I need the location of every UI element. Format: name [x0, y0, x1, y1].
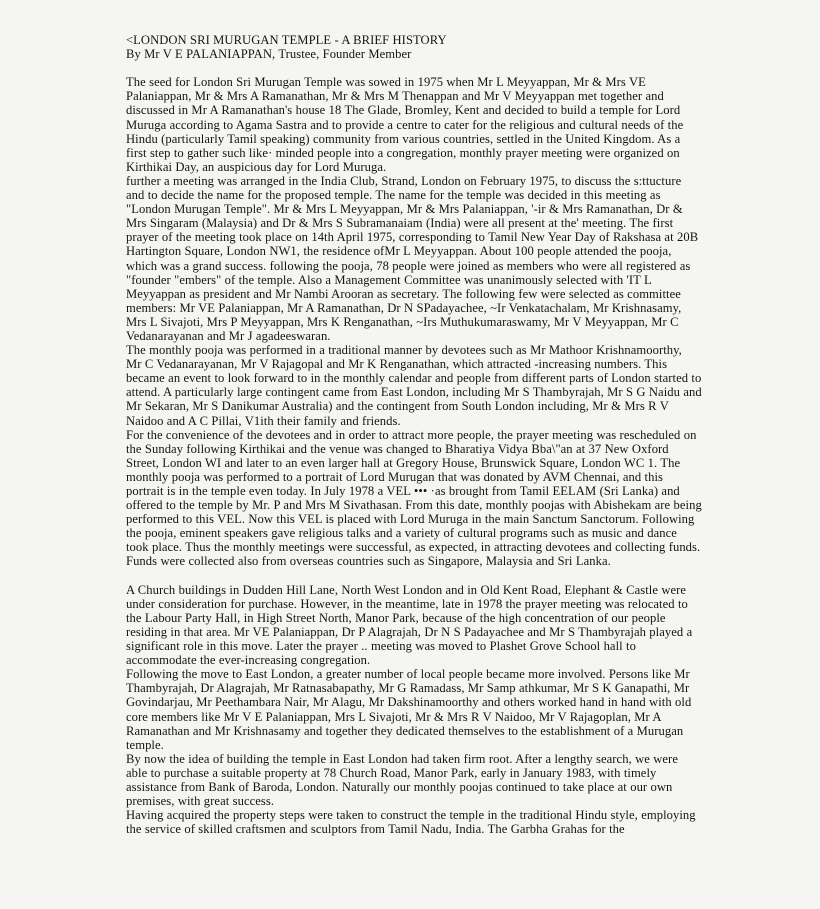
- document-text-column: [126, 33, 702, 836]
- blank-line-before-church-paragraph: [126, 569, 702, 583]
- paragraph-4: Mr C Vedanarayanan, Mr V Rajagopal and Mr K Renganathan, which attracted -increasing numbers. This became an event to look forward to in the monthly calendar and people from different parts of London started to attend. A particularly large contingent came from East London, including Mr S Thambyrajah, Mr S G Naidu and Mr Sekaran, Mr S Danikumar Australia) and the contingent from South London including, Mr & Mrs R V Naidoo and A C Pillai, V1ith their family and friends.: [126, 357, 702, 428]
- document-title-line-1: <LONDON SRI MURUGAN TEMPLE - A BRIEF HISTORY: [126, 33, 447, 47]
- paragraph-7: Following the move to East London, a greater number of local people became more involved. Persons like Mr Thambyrajah, Dr Alagrajah, Mr Ratnasabapathy, Mr G Ramadass, Mr Samp athkumar, Mr S K Ganapathi, Mr Govindarjau, Mr Peethambara Nair, Mr Alagu, Mr Dakshinamoorthy and others worked hand in hand with old core members like Mr V E Palaniappan, Mrs L Sivajoti, Mr & Mrs R V Naidoo, Mr V Rajagoplan, Mr A Ramanathan and Mr Krishnasamy and together they dedicated themselves to the establishment of a Murugan temple.: [126, 667, 692, 752]
- paragraph-2: further a meeting was arranged in the India Club, Strand, London on February 1975, to discuss the s:ttucture and to decide the name for the proposed temple. The name for the temple was decided in this meeting as "London Murugan Temple". Mr & Mrs L Meyyappan, Mr & Mrs Palaniappan, '-ir & Mrs Ramanathan, Dr & Mrs Singaram (Malaysia) and Dr & Mrs S Subramanaiam (India) were all present at the' meeting. The first prayer of the meeting took place on 14th April 1975, corresponding to Tamil New Year Day of Rakshasa at 20B Hartington Square, London NW1, the residence ofMr L Meyyappan. About 100 people attended the pooja, which was a grand success. following the pooja, 78 people were joined as members who were all registered as "founder "embers" of the temple. Also a Management Committee was unanimously selected with 'IT L Meyyappan as president and Mr Nambi Arooran as secretary. The following few were selected as committee members: Mr VE Palaniappan, Mr A Ramanathan, Dr N SPadayachee, ~Ir Venkatachalam, Mr Krishnasamy, Mrs L Sivajoti, Mrs P Meyyappan, Mrs K Renganathan, ~Irs Muthukumaraswamy, Mr V Meyyappan, Mr C Vedanarayanan and Mr J agadeeswaran.: [126, 173, 699, 343]
- paragraph-6: A Church buildings in Dudden Hill Lane, North West London and in Old Kent Road, Elephant & Castle were under consideration for purchase. However, in the meantime, late in 1978 the prayer meeting was relocated to the Labour Party Hall, in High Street North, Manor Park, because of the high concentration of our people residing in that area. Mr VE Palaniappan, Dr P Alagrajah, Dr N S Padayachee and Mr S Thambyrajah played a significant role in this move. Later the prayer .. meeting was moved to Plashet Grove School hall to accommodate the ever-increasing congregation.: [126, 582, 693, 668]
- paragraph-5: For the convenience of the devotees and in order to attract more people, the prayer meeting was rescheduled on the Sunday following Kirthikai and the venue was changed to Bharatiya Vidya Bba\"an at 37 New Oxford Street, London WI and later to an even larger hall at Gregory House, Brunswick Square, London WC 1. The monthly pooja was performed to a portrait of Lord Murugan that was donated by AVM Chennai, and this portrait is in the temple even today. In July 1978 a VEL ••• ·as brought from Tamil EELAM (Sri Lanka) and offered to the temple by Mr. P and Mrs M Sivathasan. From this date, monthly poojas with Abishekam are being performed to this VEL. Now this VEL is placed with Lord Muruga in the main Sanctum Sanctorum. Following the pooja, eminent speakers gave religious talks and a variety of cultural programs such as music and dance took place. Thus the monthly meetings were successful, as expected, in attracting devotees and collecting funds. Funds were collected also from overseas countries such as Singapore, Malaysia and Sri Lanka.: [126, 427, 702, 569]
- paragraph-9: Having acquired the property steps were taken to construct the temple in the traditional Hindu style, employing the service of skilled craftsmen and sculptors from Tamil Nadu, India. The Garbha Grahas for the: [126, 808, 696, 837]
- paragraph-1: The seed for London Sri Murugan Temple was sowed in 1975 when Mr L Meyyappan, Mr & Mrs VE Palaniappan, Mr & Mrs A Ramanathan, Mr & Mrs M Thenappan and Mr V Meyyappan met together and discussed in Mr A Ramanathan's house 18 The Glade, Bromley, Kent and decided to build a temple for Lord Muruga according to Agama Sastra and to provide a centre to cater for the religious and cultural needs of the Hindu (particularly Tamil speaking) community from various countries, settled in the United Kingdom. As a first step to gather such like· minded people into a congregation, monthly prayer meeting were organized on Kirthikai Day, an auspicious day for Lord Muruga.: [126, 75, 684, 174]
- paragraph-3: The monthly pooja was performed in a traditional manner by devotees such as Mr Mathoor Krishnamoorthy,: [126, 343, 682, 358]
- document-title-block: [126, 33, 702, 61]
- paragraph-8: By now the idea of building the temple in East London had taken firm root. After a lengthy search, we were able to purchase a suitable property at 78 Church Road, Manor Park, early in January 1983, with timely assistance from Bank of Baroda, London. Naturally our monthly poojas continued to take place at our own premises, with great success.: [126, 751, 678, 809]
- blank-line-after-title: [126, 61, 702, 75]
- document-subtitle-line: By Mr V E PALANIAPPAN, Trustee, Founder Member: [126, 47, 412, 62]
